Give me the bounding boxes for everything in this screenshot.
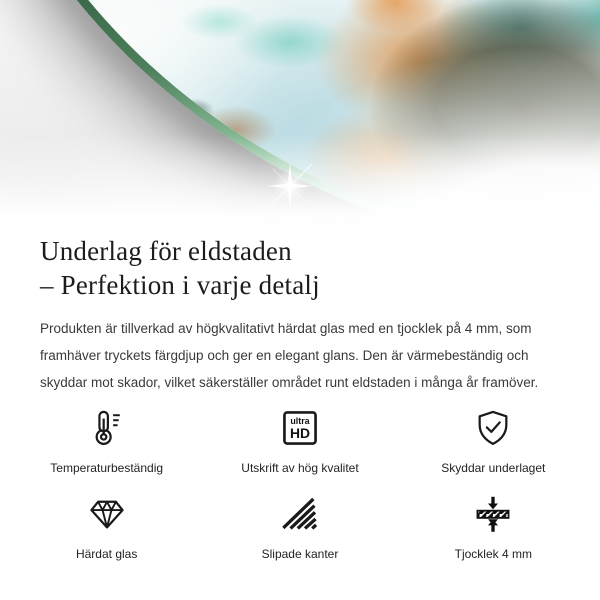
ultra-hd-icon-text-bottom: HD [289, 425, 311, 441]
feature-label: Slipade kanter [261, 547, 339, 561]
thermometer-icon [87, 408, 127, 448]
ultra-hd-icon [280, 408, 320, 448]
feature-label: Tjocklek 4 mm [454, 547, 532, 561]
thickness-4mm-icon [473, 494, 513, 534]
title-line-1: Underlag för eldstaden [40, 236, 292, 266]
feature-protects-surface [397, 408, 590, 476]
sparkle-highlight [260, 156, 320, 216]
feature-print-quality [203, 408, 396, 476]
beveled-edge-icon [280, 494, 320, 534]
hero-product-image [0, 0, 600, 232]
diamond-icon [87, 494, 127, 534]
feature-label: Utskrift av hög kvalitet [241, 461, 359, 475]
feature-thickness [397, 494, 590, 562]
feature-label: Skyddar underlaget [441, 461, 546, 475]
feature-polished-edges [203, 494, 396, 562]
feature-temperature [10, 408, 203, 476]
page-title [40, 234, 560, 302]
feature-label: Temperaturbeständig [50, 461, 164, 475]
feature-tempered-glass [10, 494, 203, 562]
title-line-2: – Perfektion i varje detalj [40, 270, 320, 300]
shield-check-icon [473, 408, 513, 448]
product-description: Produkten är tillverkad av högkvalitativt härdat glas med en tjocklek på 4 mm, som framhäver tryckets färgdjup och ger en elegant glans. Den är värmebeständig och skyddar mot skador, vilket säkerställer området runt eldstaden i många år framöver. [40, 321, 539, 390]
feature-grid [0, 408, 600, 562]
ultra-hd-icon-text-top: ultra [290, 416, 310, 427]
feature-label: Härdat glas [75, 547, 138, 561]
